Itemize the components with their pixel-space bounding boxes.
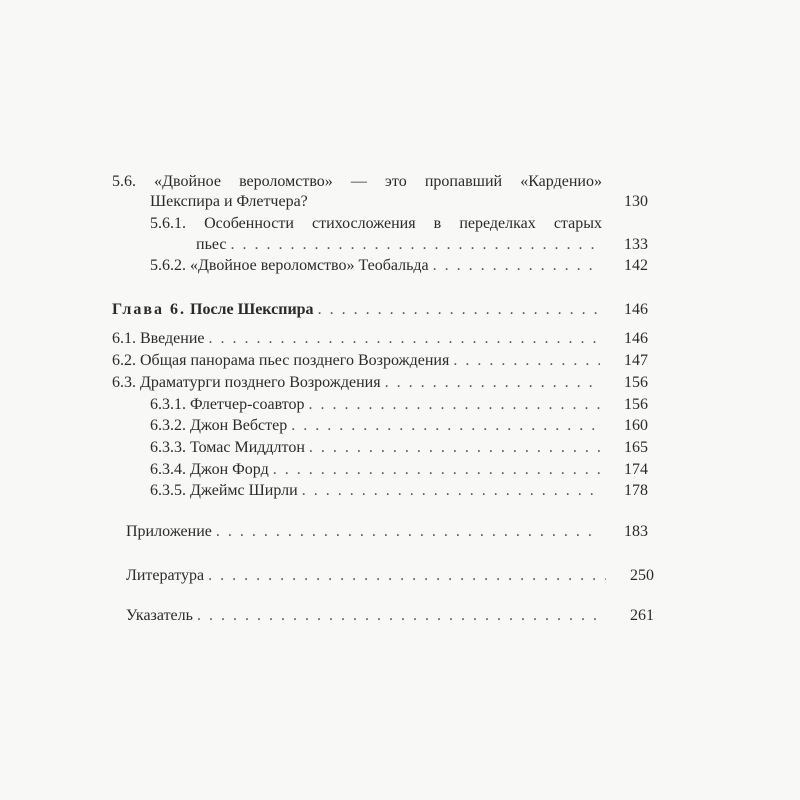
page-number: 130 [624, 193, 648, 210]
entry-title: Указатель [126, 607, 193, 624]
entry-title: 6.2. Общая панорама пьес позднего Возрождения [112, 352, 450, 369]
toc-entry-5-6-line2 [150, 192, 648, 212]
word: Особенности [204, 215, 294, 232]
toc-entry-chapter-6 [112, 300, 648, 320]
toc-entry-index [126, 606, 654, 626]
leader-dots [216, 522, 600, 542]
leader-dots [385, 373, 600, 393]
entry-title: Шекспира и Флетчера? [150, 193, 308, 210]
leader-dots [453, 351, 600, 371]
toc-entry-6-1 [112, 329, 648, 349]
entry-title: 6.3.1. Флетчер-соавтор [150, 396, 305, 413]
page-number: 146 [624, 330, 648, 347]
toc-entry-5-6-2 [150, 256, 648, 276]
word: вероломство» [239, 173, 333, 190]
entry-title: 6.3. Драматурги позднего Возрождения [112, 374, 381, 391]
entry-title: Литература [126, 567, 205, 584]
leader-dots [197, 606, 606, 626]
entry-title: 6.3.3. Томас Миддлтон [150, 439, 305, 456]
leader-dots [309, 438, 600, 458]
word: это [385, 173, 407, 190]
page-number: 174 [624, 461, 648, 478]
toc-entry-6-3-4 [150, 460, 648, 480]
leader-dots [291, 416, 600, 436]
entry-title: 6.3.4. Джон Форд [150, 461, 269, 478]
toc-entry-5-6-1-line1 [150, 214, 602, 234]
toc-entry-6-3-3 [150, 438, 648, 458]
word: «Двойное [154, 173, 221, 190]
leader-dots [273, 460, 600, 480]
page-number: 178 [624, 482, 648, 499]
toc-entry-6-2 [112, 351, 648, 371]
entry-title: 5.6.2. «Двойное вероломство» Теобальда [150, 257, 429, 274]
page-number: 160 [624, 417, 648, 434]
toc-entry-6-3-1 [150, 395, 648, 415]
entry-title: 6.3.5. Джеймс Ширли [150, 482, 298, 499]
page-number: 261 [630, 607, 654, 624]
toc-entry-6-3-5 [150, 481, 648, 501]
section-number: 5.6. [112, 173, 136, 190]
page-number: 133 [624, 236, 648, 253]
word: пропавший [424, 173, 503, 190]
leader-dots [302, 481, 600, 501]
leader-dots [230, 235, 600, 255]
page-number: 165 [624, 439, 648, 456]
entry-title: Приложение [126, 523, 212, 540]
toc-entry-6-3-2 [150, 416, 648, 436]
word: в [433, 215, 442, 232]
word: — [350, 173, 367, 190]
toc-entry-appendix [126, 522, 648, 542]
page-number: 250 [630, 567, 654, 584]
word: старых [553, 215, 602, 232]
leader-dots [433, 256, 600, 276]
entry-title: 6.3.2. Джон Вебстер [150, 417, 288, 434]
entry-title: пьес [196, 236, 227, 253]
toc-entry-6-3 [112, 373, 648, 393]
leader-dots [318, 300, 600, 320]
leader-dots [309, 395, 600, 415]
chapter-prefix: Глава 6. [112, 301, 186, 318]
toc-entry-literature [126, 566, 654, 586]
word: стихосложения [312, 215, 416, 232]
chapter-title: После Шекспира [190, 301, 314, 318]
page-number: 156 [624, 396, 648, 413]
toc-entry-5-6-line1 [112, 172, 602, 192]
page-number: 156 [624, 374, 648, 391]
section-number: 5.6.1. [150, 215, 186, 232]
page-number: 183 [624, 523, 648, 540]
entry-title: 6.1. Введение [112, 330, 205, 347]
chapter-heading [112, 300, 314, 320]
leader-dots [208, 566, 606, 586]
page-number: 147 [624, 352, 648, 369]
page-number: 146 [624, 301, 648, 318]
toc-entry-5-6-1-line2 [196, 235, 648, 255]
word: переделках [459, 215, 536, 232]
page-number: 142 [624, 257, 648, 274]
leader-dots [209, 329, 601, 349]
word: «Карденио» [520, 173, 602, 190]
